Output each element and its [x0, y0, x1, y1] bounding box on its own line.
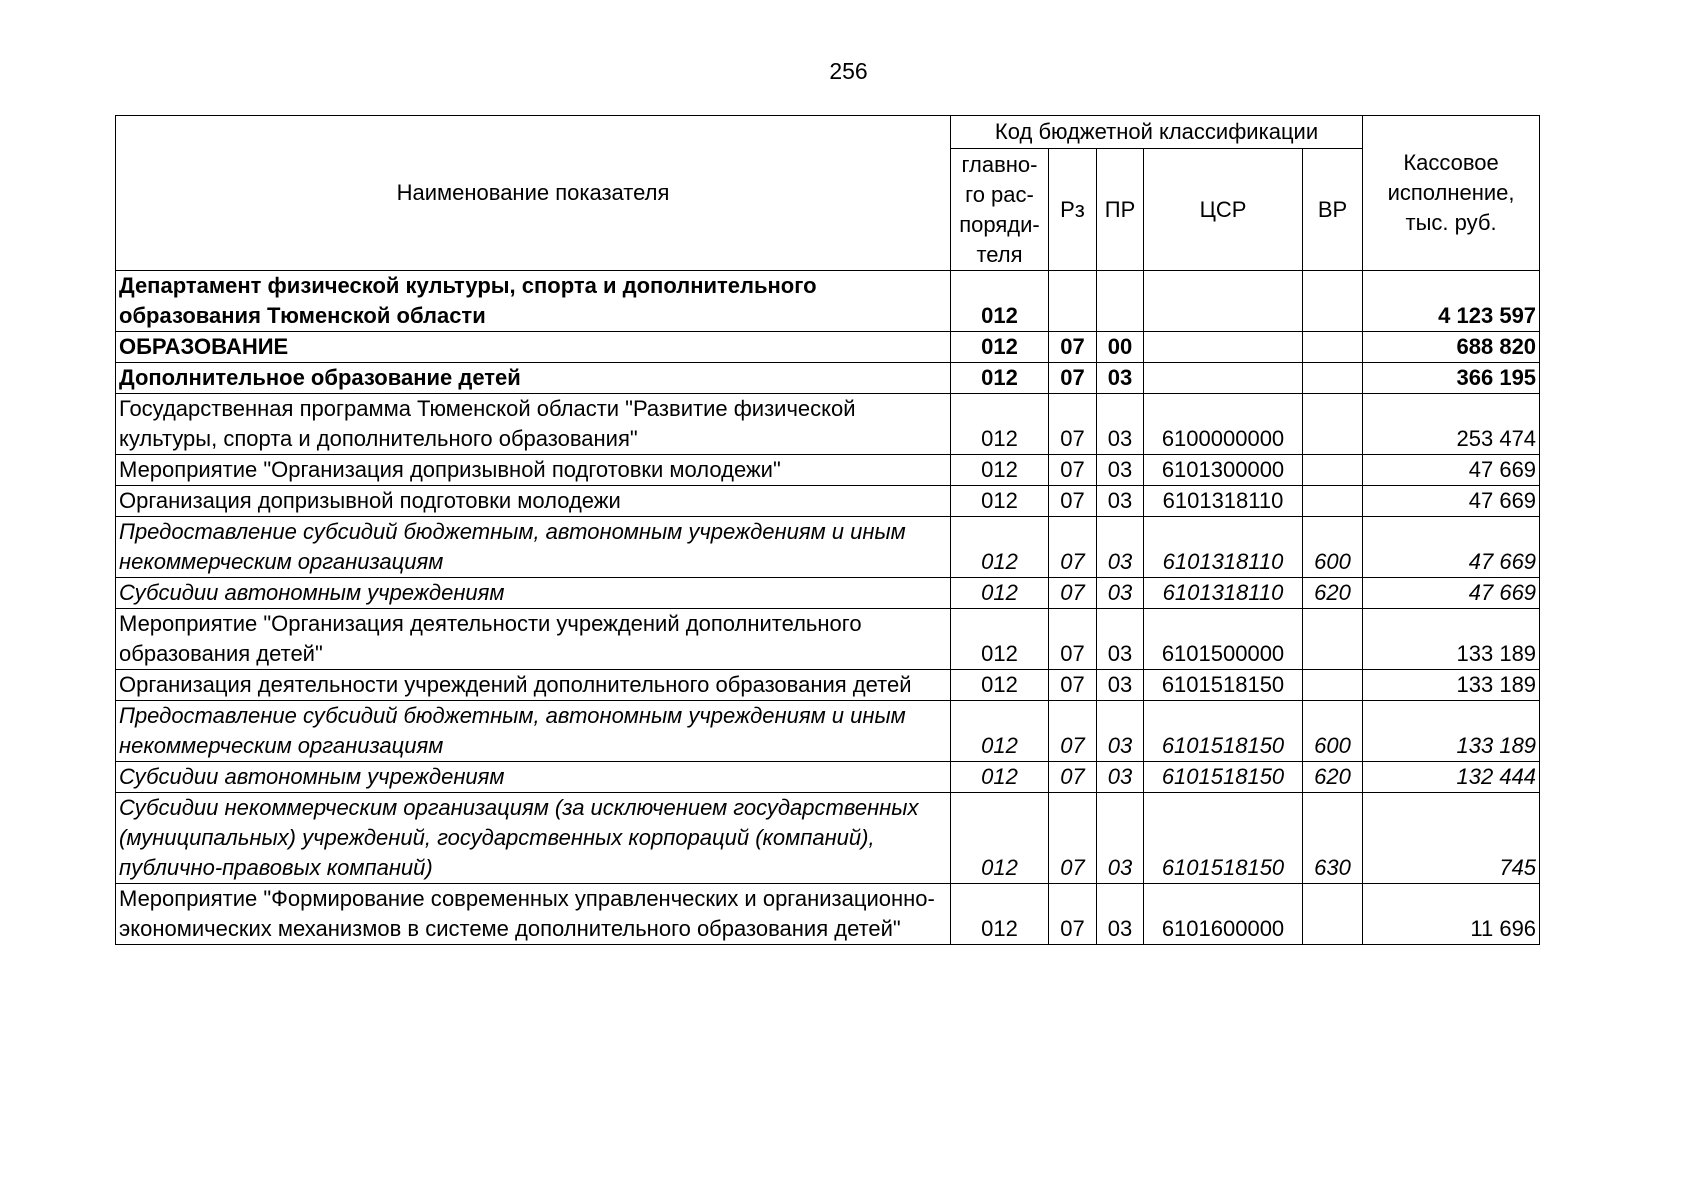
cell-pr: 03: [1097, 363, 1144, 394]
cell-glav: 012: [951, 486, 1049, 517]
cell-rz: 07: [1049, 363, 1097, 394]
table-row: [116, 332, 1540, 363]
cell-csr: 6101518150: [1144, 701, 1303, 762]
cell-name: Мероприятие "Формирование современных управленческих и организационно-экономических механизмов в системе дополнительного образования детей": [116, 884, 951, 945]
cell-vr: 630: [1303, 793, 1363, 884]
cell-csr: 6101600000: [1144, 884, 1303, 945]
cell-rz: 07: [1049, 394, 1097, 455]
table-row: [116, 363, 1540, 394]
header-amount-line: тыс. руб.: [1405, 210, 1497, 235]
page-number: 256: [829, 58, 868, 84]
cell-glav: 012: [951, 394, 1049, 455]
table-row: [116, 884, 1540, 945]
cell-amount: 132 444: [1363, 762, 1540, 793]
cell-amount: 4 123 597: [1363, 271, 1540, 332]
cell-pr: 03: [1097, 394, 1144, 455]
header-pr-column: ПР: [1097, 149, 1144, 271]
header-glav-line: го рас-: [965, 181, 1034, 207]
cell-rz: 07: [1049, 701, 1097, 762]
table-row: [116, 670, 1540, 701]
cell-glav: 012: [951, 793, 1049, 884]
header-glav-line: главно-: [961, 151, 1038, 177]
cell-glav: 012: [951, 609, 1049, 670]
cell-glav: 012: [951, 455, 1049, 486]
cell-glav: 012: [951, 670, 1049, 701]
cell-pr: 03: [1097, 762, 1144, 793]
cell-name: Организация допризывной подготовки молодежи: [116, 486, 951, 517]
cell-csr: 6101518150: [1144, 670, 1303, 701]
cell-glav: 012: [951, 332, 1049, 363]
table-row: [116, 455, 1540, 486]
cell-name: Департамент физической культуры, спорта и дополнительного образования Тюменской области: [116, 271, 951, 332]
cell-glav: 012: [951, 578, 1049, 609]
cell-name: Организация деятельности учреждений дополнительного образования детей: [116, 670, 951, 701]
cell-rz: 07: [1049, 793, 1097, 884]
cell-pr: 03: [1097, 486, 1144, 517]
cell-amount: 133 189: [1363, 670, 1540, 701]
table-row: [116, 793, 1540, 884]
cell-pr: 03: [1097, 609, 1144, 670]
cell-csr: 6101318110: [1144, 578, 1303, 609]
cell-amount: 133 189: [1363, 609, 1540, 670]
cell-rz: 07: [1049, 609, 1097, 670]
cell-pr: 03: [1097, 455, 1144, 486]
header-amount-line: исполнение,: [1387, 180, 1515, 205]
table-header: [116, 116, 1540, 271]
cell-pr: 00: [1097, 332, 1144, 363]
cell-vr: [1303, 486, 1363, 517]
cell-csr: [1144, 332, 1303, 363]
table-row: [116, 486, 1540, 517]
header-code-group: Код бюджетной классификации: [951, 116, 1363, 149]
cell-glav: 012: [951, 363, 1049, 394]
cell-name: Предоставление субсидий бюджетным, автономным учреждениям и иным некоммерческим организациям: [116, 517, 951, 578]
cell-vr: [1303, 394, 1363, 455]
cell-glav: 012: [951, 271, 1049, 332]
cell-vr: [1303, 884, 1363, 945]
cell-rz: 07: [1049, 332, 1097, 363]
cell-amount: 47 669: [1363, 517, 1540, 578]
cell-vr: 620: [1303, 762, 1363, 793]
cell-pr: 03: [1097, 670, 1144, 701]
cell-csr: [1144, 363, 1303, 394]
header-glav-line: теля: [976, 241, 1023, 267]
header-glav-column: [951, 149, 1049, 271]
cell-name: ОБРАЗОВАНИЕ: [116, 332, 951, 363]
cell-amount: 366 195: [1363, 363, 1540, 394]
cell-amount: 133 189: [1363, 701, 1540, 762]
table-row: [116, 701, 1540, 762]
cell-amount: 11 696: [1363, 884, 1540, 945]
cell-pr: 03: [1097, 793, 1144, 884]
header-csr-column: ЦСР: [1144, 149, 1303, 271]
cell-csr: 6101518150: [1144, 793, 1303, 884]
cell-csr: 6101518150: [1144, 762, 1303, 793]
cell-vr: [1303, 363, 1363, 394]
header-rz-column: Рз: [1049, 149, 1097, 271]
cell-name: Субсидии автономным учреждениям: [116, 578, 951, 609]
cell-rz: 07: [1049, 517, 1097, 578]
header-name-column: Наименование показателя: [116, 116, 951, 271]
cell-pr: 03: [1097, 517, 1144, 578]
header-vr-column: ВР: [1303, 149, 1363, 271]
cell-name: Предоставление субсидий бюджетным, автономным учреждениям и иным некоммерческим организациям: [116, 701, 951, 762]
cell-rz: 07: [1049, 762, 1097, 793]
table-body: [116, 271, 1540, 945]
cell-rz: 07: [1049, 670, 1097, 701]
cell-vr: [1303, 670, 1363, 701]
cell-amount: 688 820: [1363, 332, 1540, 363]
cell-csr: 6101500000: [1144, 609, 1303, 670]
cell-glav: 012: [951, 762, 1049, 793]
cell-rz: 07: [1049, 884, 1097, 945]
cell-pr: 03: [1097, 701, 1144, 762]
cell-rz: 07: [1049, 455, 1097, 486]
cell-vr: 600: [1303, 701, 1363, 762]
budget-table: [115, 115, 1540, 945]
header-amount-line: Кассовое: [1403, 150, 1499, 175]
table-row: [116, 578, 1540, 609]
cell-name: Мероприятие "Организация деятельности учреждений дополнительного образования детей": [116, 609, 951, 670]
cell-pr: 03: [1097, 578, 1144, 609]
cell-csr: 6100000000: [1144, 394, 1303, 455]
header-glav-line: поряди-: [959, 211, 1040, 237]
cell-glav: 012: [951, 517, 1049, 578]
header-amount-column: [1363, 116, 1540, 271]
cell-rz: 07: [1049, 578, 1097, 609]
table-row: [116, 762, 1540, 793]
cell-name: Субсидии некоммерческим организациям (за исключением государственных (муниципальных) учреждений, государственных корпораций (компаний), публично-правовых компаний): [116, 793, 951, 884]
cell-vr: [1303, 609, 1363, 670]
cell-name: Мероприятие "Организация допризывной подготовки молодежи": [116, 455, 951, 486]
cell-vr: 600: [1303, 517, 1363, 578]
cell-glav: 012: [951, 701, 1049, 762]
cell-name: Субсидии автономным учреждениям: [116, 762, 951, 793]
table-row: [116, 517, 1540, 578]
cell-csr: 6101300000: [1144, 455, 1303, 486]
cell-vr: 620: [1303, 578, 1363, 609]
cell-name: Дополнительное образование детей: [116, 363, 951, 394]
cell-amount: 47 669: [1363, 486, 1540, 517]
cell-vr: [1303, 271, 1363, 332]
cell-amount: 745: [1363, 793, 1540, 884]
cell-glav: 012: [951, 884, 1049, 945]
cell-name: Государственная программа Тюменской области "Развитие физической культуры, спорта и дополнительного образования": [116, 394, 951, 455]
cell-rz: 07: [1049, 486, 1097, 517]
cell-rz: [1049, 271, 1097, 332]
cell-csr: [1144, 271, 1303, 332]
cell-pr: [1097, 271, 1144, 332]
cell-amount: 253 474: [1363, 394, 1540, 455]
cell-amount: 47 669: [1363, 455, 1540, 486]
cell-csr: 6101318110: [1144, 517, 1303, 578]
table-row: [116, 271, 1540, 332]
table-row: [116, 609, 1540, 670]
table-row: [116, 394, 1540, 455]
cell-vr: [1303, 455, 1363, 486]
cell-amount: 47 669: [1363, 578, 1540, 609]
cell-vr: [1303, 332, 1363, 363]
cell-csr: 6101318110: [1144, 486, 1303, 517]
cell-pr: 03: [1097, 884, 1144, 945]
